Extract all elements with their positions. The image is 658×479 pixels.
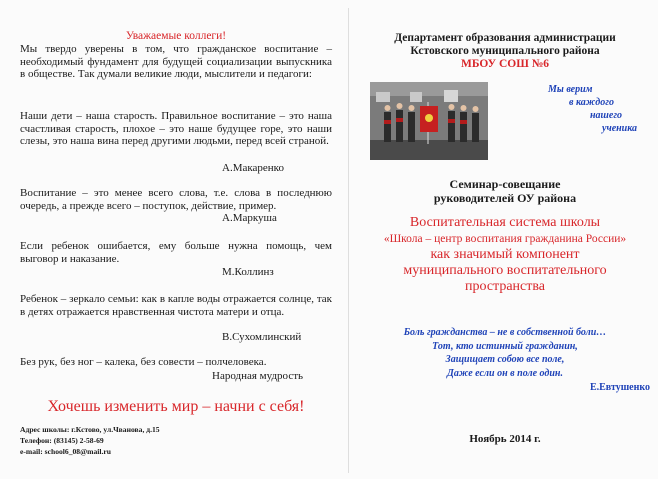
quote-collins-author: М.Коллинз xyxy=(222,266,274,278)
school-address: Адрес школы: г.Кстово, ул.Чванова, д.15 xyxy=(20,425,160,434)
school-name: МБОУ СОШ №6 xyxy=(460,58,550,70)
theme-line-2: «Школа – центр воспитания гражданина России» xyxy=(383,233,627,245)
theme-line-5: пространства xyxy=(464,279,546,294)
quote-makarenko-text: Наши дети – наша старость. Правильное воспитание – это наша счастливая старость, плохое – это наше будущее горе, это наши слезы, это наша вина перед другими людьми, перед всей страной. xyxy=(20,110,332,148)
quote-markusha-text: Воспитание – это менее всего слова, т.е. слова в последнюю очередь, а прежде всего – поступок, действие, пример. xyxy=(20,187,332,212)
department-line-2: Кстовского муниципального района xyxy=(410,45,600,57)
department-header xyxy=(352,32,658,71)
seminar-title xyxy=(352,177,658,205)
poem-line-4: Даже если он в поле один. xyxy=(447,367,563,379)
poem-line-1: Боль гражданства – не в собственной боли… xyxy=(403,327,607,338)
theme-line-3: как значимый компонент xyxy=(430,247,580,262)
publication-date: Ноябрь 2014 г. xyxy=(469,433,541,445)
slogan-line-1: Мы верим xyxy=(548,84,593,95)
motto: Хочешь изменить мир – начни с себя! xyxy=(47,398,305,415)
quote-collins-text: Если ребенок ошибается, ему больше нужна помощь, чем выговор и наказание. xyxy=(20,240,332,265)
slogan-line-3: нашего xyxy=(590,110,623,121)
school-contacts xyxy=(20,424,220,457)
seminar-line-2: руководителей ОУ района xyxy=(433,191,577,205)
poem-author: Е.Евтушенко xyxy=(589,382,650,393)
poem-line-2: Тот, кто истинный гражданин, xyxy=(432,340,578,352)
theme-line-1: Воспитательная система школы xyxy=(409,215,601,230)
quote-sukhomlinsky-author: В.Сухомлинский xyxy=(222,331,302,343)
school-phone: Телефон: (83145) 2-58-69 xyxy=(20,436,104,445)
photo-illustration xyxy=(370,82,488,160)
fold-line xyxy=(348,8,349,473)
seminar-theme xyxy=(352,215,658,295)
department-line-1: Департамент образования администрации xyxy=(394,32,616,44)
slogan-line-4: ученика xyxy=(602,123,638,134)
greeting: Уважаемые коллеги! xyxy=(125,30,227,42)
poem xyxy=(352,326,658,380)
quote-folk-author: Народная мудрость xyxy=(212,370,304,382)
slogan-line-2: в каждого xyxy=(569,97,614,108)
theme-line-4: муниципального воспитательного xyxy=(403,263,607,278)
quote-sukhomlinsky-text: Ребенок – зеркало семьи: как в капле воды отражается солнце, так в детях отражается нравственная чистота матери и отца. xyxy=(20,293,332,318)
school-event-photo xyxy=(370,82,488,160)
quote-makarenko-author: А.Макаренко xyxy=(222,162,284,174)
quote-folk-text: Без рук, без ног – калека, без совести – полчеловека. xyxy=(20,356,267,368)
poem-line-3: Защищает собою все поле, xyxy=(445,354,565,365)
quote-markusha-author: А.Маркуша xyxy=(222,212,277,224)
intro-paragraph: Мы твердо уверены в том, что гражданское воспитание – необходимый фундамент для будущей социализации выпускника в обществе. Так думали великие люди, мыслители и педагоги: xyxy=(20,43,332,81)
school-email: e-mail: school6_08@mail.ru xyxy=(20,447,112,456)
seminar-line-1: Семинар-совещание xyxy=(449,177,561,191)
